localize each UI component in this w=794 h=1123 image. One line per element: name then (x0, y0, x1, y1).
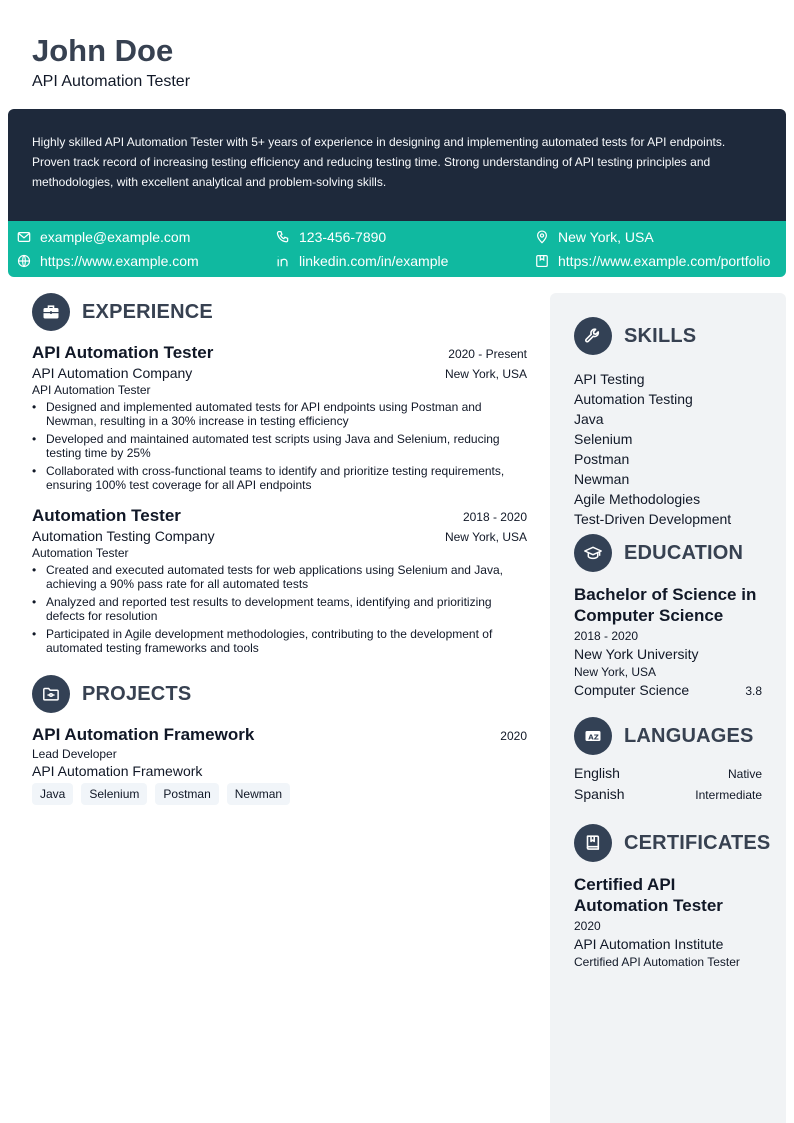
skills-title: SKILLS (624, 324, 697, 347)
projects-title: PROJECTS (82, 682, 192, 705)
contact-location-text: New York, USA (558, 229, 654, 245)
project-tag: Newman (227, 783, 290, 805)
job-position: API Automation Tester (32, 383, 151, 397)
job-bullet: • Developed and maintained automated test scripts using Java and Selenium, reducing testing time by 25% (32, 432, 527, 460)
job-location: New York, USA (444, 367, 527, 381)
project-tag: Postman (155, 783, 218, 805)
certificate-book-icon (574, 824, 612, 862)
contact-email-text: example@example.com (40, 229, 191, 245)
job-entry (32, 343, 527, 492)
job-bullet: • Designed and implemented automated tests for API endpoints using Postman and Newman, resulting in a 30% increase in testing efficiency (32, 400, 527, 428)
briefcase-icon (32, 293, 70, 331)
job-entry (32, 506, 527, 655)
job-title: Automation Tester (32, 506, 181, 525)
candidate-role: API Automation Tester (32, 73, 191, 90)
education-school: New York University (574, 646, 699, 662)
project-role: Lead Developer (32, 747, 117, 761)
skill-item: Newman (574, 471, 630, 487)
phone-icon (276, 230, 290, 244)
language-level: Intermediate (695, 788, 762, 802)
job-dates: 2018 - 2020 (462, 510, 527, 524)
mail-icon (17, 230, 31, 244)
svg-text:Z: Z (593, 733, 599, 742)
job-bullet: • Participated in Agile development methodologies, contributing to the development of automated testing frameworks and tools (32, 627, 527, 655)
contact-portfolio[interactable] (535, 251, 770, 271)
projects-heading (32, 675, 527, 713)
languages-list (574, 763, 762, 805)
job-company: Automation Testing Company (32, 528, 215, 544)
language-name: Spanish (574, 786, 625, 802)
translate-icon (574, 717, 612, 755)
portfolio-icon (535, 254, 549, 268)
experience-title: EXPERIENCE (82, 300, 213, 323)
job-bullet: • Collaborated with cross-functional teams to identify and prioritize testing requirements, ensuring 100% test coverage for all API endpoints (32, 464, 527, 492)
skills-heading (574, 317, 762, 355)
languages-title: LANGUAGES (624, 724, 754, 747)
contact-bar (8, 221, 786, 277)
graduation-cap-icon (574, 534, 612, 572)
certificate-name: Certified API Automation Tester (574, 875, 723, 915)
svg-text:A: A (588, 733, 594, 742)
skill-item: Automation Testing (574, 391, 693, 407)
certificate-issuer: API Automation Institute (574, 936, 724, 952)
contact-linkedin-text: linkedin.com/in/example (299, 253, 449, 269)
language-level: Native (727, 767, 762, 781)
language-item (574, 784, 762, 805)
contact-linkedin[interactable] (276, 251, 448, 271)
language-item (574, 763, 762, 784)
contact-portfolio-text: https://www.example.com/portfolio (558, 253, 771, 269)
education-field: Computer Science (574, 682, 690, 698)
education-gpa: 3.8 (745, 684, 762, 698)
globe-icon (17, 254, 31, 268)
project-tag: Java (32, 783, 73, 805)
contact-website-text: https://www.example.com (40, 253, 199, 269)
main-column (32, 293, 527, 805)
certificates-title: CERTIFICATES (624, 831, 771, 854)
job-bullet: • Analyzed and reported test results to development teams, identifying and prioritizing defects for resolution (32, 595, 527, 623)
location-pin-icon (535, 230, 549, 244)
project-description: API Automation Framework (32, 763, 203, 779)
project-tag: Selenium (81, 783, 147, 805)
certificate-entry (574, 874, 762, 969)
resume-header (32, 32, 772, 91)
skill-item: Java (574, 411, 604, 427)
linkedin-icon (276, 254, 290, 268)
contact-website[interactable] (17, 251, 199, 271)
language-name: English (574, 765, 620, 781)
candidate-name: John Doe (32, 33, 174, 68)
education-degree: Bachelor of Science in Computer Science (574, 585, 757, 625)
summary-panel (8, 109, 786, 221)
languages-heading (574, 717, 762, 755)
job-dates: 2020 - Present (448, 347, 527, 361)
education-title: EDUCATION (624, 541, 744, 564)
education-heading (574, 534, 762, 572)
job-bullets (32, 563, 527, 655)
job-title: API Automation Tester (32, 343, 214, 362)
job-company: API Automation Company (32, 365, 193, 381)
skill-item: Selenium (574, 431, 633, 447)
job-position: Automation Tester (32, 546, 129, 560)
contact-phone-text: 123-456-7890 (299, 229, 387, 245)
job-bullet: • Created and executed automated tests for web applications using Selenium and Java, achieving a 90% pass rate for all automated tests (32, 563, 527, 591)
education-entry (574, 584, 762, 698)
skill-item: Test-Driven Development (574, 511, 732, 527)
wrench-icon (574, 317, 612, 355)
certificates-heading (574, 824, 771, 862)
education-location: New York, USA (574, 665, 657, 679)
job-location: New York, USA (444, 530, 527, 544)
skill-item: API Testing (574, 371, 645, 387)
skills-list (574, 369, 762, 529)
job-bullets (32, 400, 527, 492)
project-year: 2020 (500, 729, 527, 743)
certificate-year: 2020 (574, 919, 601, 933)
project-name: API Automation Framework (32, 725, 255, 744)
certificate-description: Certified API Automation Tester (574, 955, 740, 969)
project-tags (32, 783, 527, 805)
education-dates: 2018 - 2020 (574, 629, 639, 643)
experience-heading (32, 293, 527, 331)
sidebar (550, 293, 786, 1123)
summary-text: Highly skilled API Automation Tester with 5+ years of experience in designing and implementing automated tests for API endpoints. Proven track record of increasing testing efficiency and reducing testing time. Strong understanding of API testing principles and methodologies, with excellent analytical and problem-solving skills. (32, 135, 726, 189)
folder-icon (32, 675, 70, 713)
skill-item: Postman (574, 451, 630, 467)
skill-item: Agile Methodologies (574, 491, 701, 507)
project-entry (32, 725, 527, 805)
contact-phone[interactable] (276, 227, 386, 247)
contact-location (535, 227, 654, 247)
contact-email[interactable] (17, 227, 190, 247)
